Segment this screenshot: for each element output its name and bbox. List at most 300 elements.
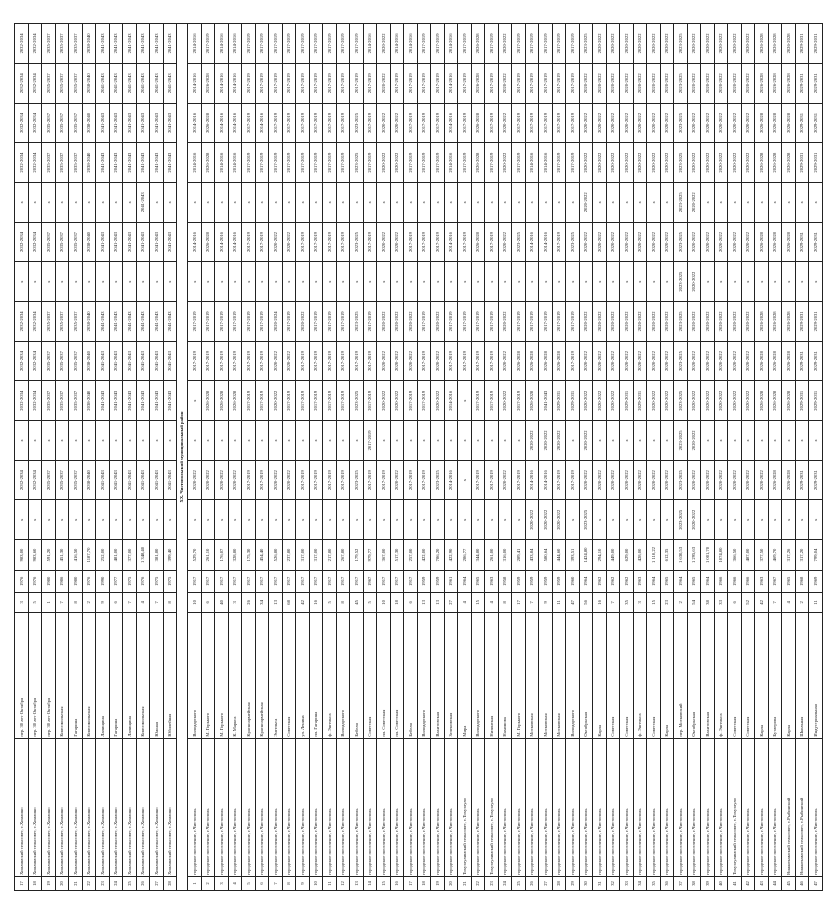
table-cell: х [539, 262, 553, 302]
table-cell: 2020-2022 [687, 24, 701, 64]
table-cell: 2020-2022 [525, 500, 539, 540]
table-cell: 175,30 [242, 540, 256, 571]
table-cell: 45 [782, 876, 796, 890]
table-cell: х [150, 182, 164, 222]
table-cell: Южная [150, 613, 164, 739]
table-cell: 2017-2019 [417, 24, 431, 64]
table-cell: 2026-2028 [755, 341, 769, 381]
table-cell: 2035-2037 [42, 302, 56, 342]
table-cell: 2020-2022 [593, 24, 607, 64]
table-cell: 2020-2022 [660, 302, 674, 342]
table-cell: городское поселение, г.Чистополь [714, 738, 728, 876]
table-cell: 2020-2022 [620, 222, 634, 262]
table-cell: 1959 [417, 570, 431, 592]
table-cell: 2020-2022 [269, 381, 283, 421]
table-cell: 1964 [458, 570, 472, 592]
table-cell: х [282, 500, 296, 540]
table-cell: 2026-2028 [471, 24, 485, 64]
table-cell: х [620, 262, 634, 302]
table-cell: 2014-2016 [539, 143, 553, 183]
table-cell: 15 [471, 592, 485, 612]
table-cell: 25 [512, 876, 526, 890]
table-cell: 2026-2028 [471, 222, 485, 262]
table-cell: 2017-2019 [242, 341, 256, 381]
table-cell: городское поселение, г.Чистополь [269, 738, 283, 876]
table-cell: 2041-2043 [123, 341, 137, 381]
table-cell: х [485, 182, 499, 222]
table-cell: Хомлинский сельсовет, с.Хомлино [55, 738, 69, 876]
table-cell: х [782, 421, 796, 461]
table-cell: х [82, 262, 96, 302]
table-cell: х [782, 262, 796, 302]
table-cell: х [417, 262, 431, 302]
table-cell: 2017-2019 [269, 103, 283, 143]
table-cell: х [444, 182, 458, 222]
table-cell: 2017-2019 [471, 381, 485, 421]
table-cell: 2020-2022 [498, 222, 512, 262]
table-cell: 2017-2019 [485, 341, 499, 381]
table-cell: 2032-2034 [28, 302, 42, 342]
table-cell: Школьная [795, 613, 809, 739]
table-cell: 2020-2022 [269, 341, 283, 381]
table-cell: 2020-2022 [660, 143, 674, 183]
table-cell: городское поселение, г.Чистополь [674, 738, 688, 876]
table-cell: х [404, 500, 418, 540]
table-cell: х [539, 182, 553, 222]
table-cell: 2041-2043 [96, 24, 110, 64]
table-cell: 2026-2028 [782, 63, 796, 103]
table-cell: городское поселение, г.Чистополь [579, 738, 593, 876]
table-cell: 2026-2028 [755, 24, 769, 64]
table-cell: 2041-2043 [136, 143, 150, 183]
table-cell: 1976 [28, 570, 42, 592]
table-cell: 19 [431, 876, 445, 890]
table-cell: 2020-2022 [741, 143, 755, 183]
table-cell: 2 [795, 592, 809, 612]
table-cell: 2014-2016 [525, 143, 539, 183]
table-cell: 2017-2019 [485, 381, 499, 421]
table-cell: х [606, 182, 620, 222]
table-cell: 2029-2031 [795, 302, 809, 342]
table-cell: х [498, 421, 512, 461]
table-cell: х [296, 262, 310, 302]
table-row [136, 24, 150, 891]
table-cell: Московская [539, 613, 553, 739]
table-cell: х [404, 262, 418, 302]
table-cell: 979,77 [363, 540, 377, 571]
table-cell: 2017-2019 [431, 24, 445, 64]
table-cell: 2020-2022 [620, 341, 634, 381]
table-cell: 2023-2025 [674, 182, 688, 222]
table-cell: 33 [620, 876, 634, 890]
table-cell: 1 295,63 [687, 540, 701, 571]
table-cell: 2032-2034 [28, 341, 42, 381]
table-cell: 2017-2019 [228, 341, 242, 381]
table-cell: 2026-2028 [768, 302, 782, 342]
table-cell: Гагарина [109, 613, 123, 739]
table-cell: х [296, 421, 310, 461]
table-cell: х [566, 262, 580, 302]
table-cell: 176,07 [215, 540, 229, 571]
table-cell: 2020-2022 [282, 341, 296, 381]
table-cell: 487,00 [741, 540, 755, 571]
table-cell: 2041-2043 [136, 103, 150, 143]
table-cell: х [242, 262, 256, 302]
table-cell: х [809, 421, 823, 461]
table-cell: х [647, 421, 661, 461]
table-cell: 2023-2025 [674, 103, 688, 143]
table-cell: 22 [471, 876, 485, 890]
table-cell: х [593, 421, 607, 461]
table-cell: х [498, 262, 512, 302]
table-cell: х [606, 262, 620, 302]
table-cell: х [28, 500, 42, 540]
table-cell: 2017-2019 [255, 341, 269, 381]
table-cell: 1917 [336, 570, 350, 592]
table-cell: 289,41 [512, 540, 526, 571]
table-cell: х [485, 421, 499, 461]
table-cell: х [215, 182, 229, 222]
table-cell: 2020-2022 [431, 302, 445, 342]
table-cell: 2041-2043 [123, 381, 137, 421]
table-cell: 416,50 [69, 540, 83, 571]
table-cell: городское поселение, г.Чистополь [188, 738, 202, 876]
table-cell: 2017-2019 [512, 143, 526, 183]
table-cell: 1959 [525, 570, 539, 592]
table-cell: 2035-2037 [42, 381, 56, 421]
table-cell: 2029-2031 [795, 63, 809, 103]
table-cell: 34 [633, 876, 647, 890]
table-cell: 2029-2031 [809, 63, 823, 103]
table-cell: х [768, 262, 782, 302]
table-cell: 2017-2019 [242, 222, 256, 262]
table-cell: 2026-2028 [768, 222, 782, 262]
table-cell: 2017-2019 [485, 24, 499, 64]
table-cell: х [228, 500, 242, 540]
table-cell: Хомлинский сельсовет, с.Хомлино [163, 738, 177, 876]
table-cell: 2029-2031 [633, 381, 647, 421]
table-row [660, 24, 674, 891]
table-cell: городское поселение, г.Чистополь [809, 738, 823, 876]
table-cell: 2020-2022 [620, 302, 634, 342]
table-cell: х [109, 421, 123, 461]
table-cell: 20 [444, 876, 458, 890]
table-cell: 261,00 [485, 540, 499, 571]
table-row [755, 24, 769, 891]
table-cell: х [42, 500, 56, 540]
table-cell: 2020-2022 [390, 222, 404, 262]
table-cell: 2017-2019 [390, 63, 404, 103]
table-cell: городское поселение, г.Чистополь [741, 738, 755, 876]
table-cell: х [228, 182, 242, 222]
table-cell: Низинская [485, 613, 499, 739]
table-cell: 2020-2022 [660, 63, 674, 103]
table-cell: 2026-2028 [755, 381, 769, 421]
table-cell: 2020-2022 [606, 222, 620, 262]
table-row [620, 24, 634, 891]
table-cell: 983,60 [28, 540, 42, 571]
table-cell: х [96, 182, 110, 222]
table-cell: Тохузлулинский сельсовет, с.Тохузлуло [485, 738, 499, 876]
table-cell: х [15, 262, 29, 302]
table-cell: 2020-2022 [539, 500, 553, 540]
table-cell: 454,40 [255, 540, 269, 571]
table-cell: 37 [674, 876, 688, 890]
table-row [363, 24, 377, 891]
table-cell: 2020-2022 [188, 460, 202, 500]
table-cell: 2017-2019 [188, 302, 202, 342]
table-cell: 1969 [809, 570, 823, 592]
table-row [485, 24, 499, 891]
table-cell: х [458, 460, 472, 500]
table-cell: 2017-2019 [512, 63, 526, 103]
table-cell: х [809, 182, 823, 222]
table-cell: х [498, 182, 512, 222]
table-cell: 16 [309, 592, 323, 612]
table-cell: 2017-2019 [336, 24, 350, 64]
table-cell: х [69, 182, 83, 222]
table-cell: х [377, 421, 391, 461]
table-cell: 1 348,40 [136, 540, 150, 571]
table-cell: 261,10 [201, 540, 215, 571]
table-cell: 2026-2028 [471, 63, 485, 103]
table-cell: 2017-2019 [201, 302, 215, 342]
table-cell: х [431, 182, 445, 222]
table-cell: 2017-2019 [417, 302, 431, 342]
table-cell: 2020-2022 [687, 302, 701, 342]
table-cell: 42 [296, 592, 310, 612]
table-cell: 27 [150, 876, 164, 890]
table-cell: х [136, 262, 150, 302]
table-cell: 2017-2019 [539, 103, 553, 143]
table-cell: х [458, 500, 472, 540]
table-row [55, 24, 69, 891]
table-cell: 2026-2028 [782, 222, 796, 262]
table-cell: х [647, 500, 661, 540]
table-cell: 2017-2019 [242, 24, 256, 64]
table-cell: 2017-2019 [512, 24, 526, 64]
table-cell: 1976 [82, 570, 96, 592]
table-cell: 1 [42, 592, 56, 612]
table-row [350, 24, 364, 891]
table-cell: городское поселение, г.Чистополь [620, 738, 634, 876]
table-cell: 1962 [620, 570, 634, 592]
table-cell: 2020-2022 [741, 63, 755, 103]
table-cell: х [471, 500, 485, 540]
table-cell: 469,70 [768, 540, 782, 571]
table-cell: 2020-2022 [593, 460, 607, 500]
table-cell: городское поселение, г.Чистополь [296, 738, 310, 876]
table-cell: 2020-2022 [687, 222, 701, 262]
table-cell: Бебеля [350, 613, 364, 739]
table-cell: 529,70 [188, 540, 202, 571]
table-cell: 2020-2022 [620, 143, 634, 183]
table-row [512, 24, 526, 891]
table-row [525, 24, 539, 891]
table-cell: 2017-2019 [215, 341, 229, 381]
table-cell: 2032-2034 [28, 143, 42, 183]
table-cell: городское поселение, г.Чистополь [390, 738, 404, 876]
table-cell: 2014-2016 [188, 24, 202, 64]
table-cell: 2014-2016 [188, 63, 202, 103]
table-cell: 2035-2037 [42, 24, 56, 64]
table-cell: 2017-2019 [512, 460, 526, 500]
table-cell: 18 [28, 876, 42, 890]
table-row [323, 24, 337, 891]
table-cell: городское поселение, г.Чистополь [215, 738, 229, 876]
table-cell: 1966 [741, 570, 755, 592]
table-cell: 2014-2016 [228, 143, 242, 183]
table-cell: 1960 [566, 570, 580, 592]
table-cell: 2017-2019 [188, 341, 202, 381]
table-cell: 1963 [755, 570, 769, 592]
table-cell: 2041-2043 [109, 302, 123, 342]
table-cell: городское поселение, г.Чистополь [525, 738, 539, 876]
table-cell: 1917 [188, 570, 202, 592]
table-cell: городское поселение, г.Чистополь [323, 738, 337, 876]
table-cell: 2020-2022 [377, 302, 391, 342]
table-cell: х [728, 182, 742, 222]
table-cell: 2029-2031 [795, 460, 809, 500]
table-cell: х [471, 182, 485, 222]
table-cell: 2041-2043 [150, 302, 164, 342]
table-cell: х [15, 500, 29, 540]
table-cell: 47 [566, 592, 580, 612]
table-cell: 2023-2025 [350, 103, 364, 143]
table-cell: х [417, 500, 431, 540]
table-cell: 2020-2022 [579, 460, 593, 500]
table-cell: 2020-2022 [269, 460, 283, 500]
table-cell: 422,00 [417, 540, 431, 571]
table-cell: 2041-2043 [123, 63, 137, 103]
table-row [201, 24, 215, 891]
table-cell: 16 [593, 592, 607, 612]
table-cell: 2 [82, 592, 96, 612]
table-cell: 2026-2028 [201, 63, 215, 103]
table-cell: 2020-2022 [593, 63, 607, 103]
table-cell: 2017-2019 [417, 63, 431, 103]
table-cell: 2020-2022 [714, 24, 728, 64]
table-cell: 6 [404, 592, 418, 612]
table-cell: 15 [377, 876, 391, 890]
table-cell: Энгельса [269, 613, 283, 739]
table-cell: х [512, 421, 526, 461]
table-cell: х [795, 182, 809, 222]
table-cell: 2017-2019 [282, 24, 296, 64]
table-cell: х [768, 421, 782, 461]
table-cell: 2020-2022 [633, 302, 647, 342]
table-cell: городское поселение, г.Чистополь [701, 738, 715, 876]
table-cell: 2023-2025 [674, 222, 688, 262]
table-cell: х [512, 262, 526, 302]
table-cell: пер. 30 лет Октября [28, 613, 42, 739]
table-cell: 2035-2037 [69, 302, 83, 342]
table-cell: Комсомольская [55, 613, 69, 739]
table-cell: 4 [136, 592, 150, 612]
table-cell: 2020-2022 [390, 103, 404, 143]
table-cell: 2017-2019 [458, 302, 472, 342]
table-row [377, 24, 391, 891]
table-cell: 54 [687, 592, 701, 612]
table-cell: 17 [15, 876, 29, 890]
table-cell: 38 [687, 876, 701, 890]
table-cell: Хомлинский сельсовет, с.Хомлино [69, 738, 83, 876]
table-cell: 2041-2043 [163, 63, 177, 103]
table-cell: х [660, 421, 674, 461]
table-cell: 2023-2025 [566, 222, 580, 262]
table-cell: 2035-2037 [69, 222, 83, 262]
table-cell: 2041-2043 [96, 143, 110, 183]
table-cell: 1917 [228, 570, 242, 592]
table-cell: 2041-2043 [123, 143, 137, 183]
table-cell: 2041-2043 [150, 143, 164, 183]
table-cell: 2029-2031 [566, 381, 580, 421]
table-cell: 2041-2043 [123, 24, 137, 64]
table-cell: 2017-2019 [458, 24, 472, 64]
table-cell: 2017-2019 [336, 63, 350, 103]
table-cell: 2023-2025 [674, 24, 688, 64]
table-cell: 2017-2019 [404, 63, 418, 103]
table-cell: 2017-2019 [512, 103, 526, 143]
table-cell: 2023-2025 [674, 381, 688, 421]
table-cell: 4 [782, 592, 796, 612]
table-cell: х [15, 182, 29, 222]
table-cell: 2020-2022 [579, 143, 593, 183]
table-cell: х [28, 262, 42, 302]
table-cell: 52 [741, 592, 755, 612]
table-cell: х [795, 262, 809, 302]
table-cell: 2035-2037 [55, 24, 69, 64]
table-cell: городское поселение, г.Чистополь [552, 738, 566, 876]
table-cell: 2020-2022 [593, 103, 607, 143]
table-cell: 1424,80 [579, 540, 593, 571]
table-cell: 2014-2016 [228, 63, 242, 103]
table-cell: 2041-2043 [96, 222, 110, 262]
table-cell: 2017-2019 [363, 381, 377, 421]
table-cell: 2041-2043 [163, 24, 177, 64]
table-cell: 2020-2022 [606, 460, 620, 500]
table-cell: 2020-2022 [714, 341, 728, 381]
table-cell: 10 [377, 592, 391, 612]
table-cell: х [741, 262, 755, 302]
table-cell: 2023-2025 [350, 222, 364, 262]
table-cell: 2014-2016 [444, 460, 458, 500]
table-cell: 2020-2022 [741, 24, 755, 64]
table-cell: 481,00 [109, 540, 123, 571]
table-cell: 328,80 [228, 540, 242, 571]
table-cell: 2020-2022 [728, 341, 742, 381]
table-cell: х [82, 182, 96, 222]
table-cell: 2026-2028 [768, 143, 782, 183]
table-row [269, 24, 283, 891]
table-row [471, 24, 485, 891]
table-cell: 2017-2019 [539, 302, 553, 342]
table-cell: 2017-2019 [485, 460, 499, 500]
table-cell: 2014-2016 [255, 103, 269, 143]
table-cell: х [136, 421, 150, 461]
table-cell: 11 [323, 876, 337, 890]
table-cell: 2029-2031 [809, 341, 823, 381]
table-cell: Хомлинский сельсовет, с.Хомлино [28, 738, 42, 876]
capital-repair-schedule-table [14, 23, 823, 891]
table-cell: Хомлинский сельсовет, с.Хомлино [123, 738, 137, 876]
table-cell: 39 [701, 876, 715, 890]
table-cell: Володарского [188, 613, 202, 739]
table-cell: 21 [458, 876, 472, 890]
table-cell: 2017-2019 [431, 103, 445, 143]
table-cell: х [701, 262, 715, 302]
table-cell: 2041-2043 [136, 381, 150, 421]
